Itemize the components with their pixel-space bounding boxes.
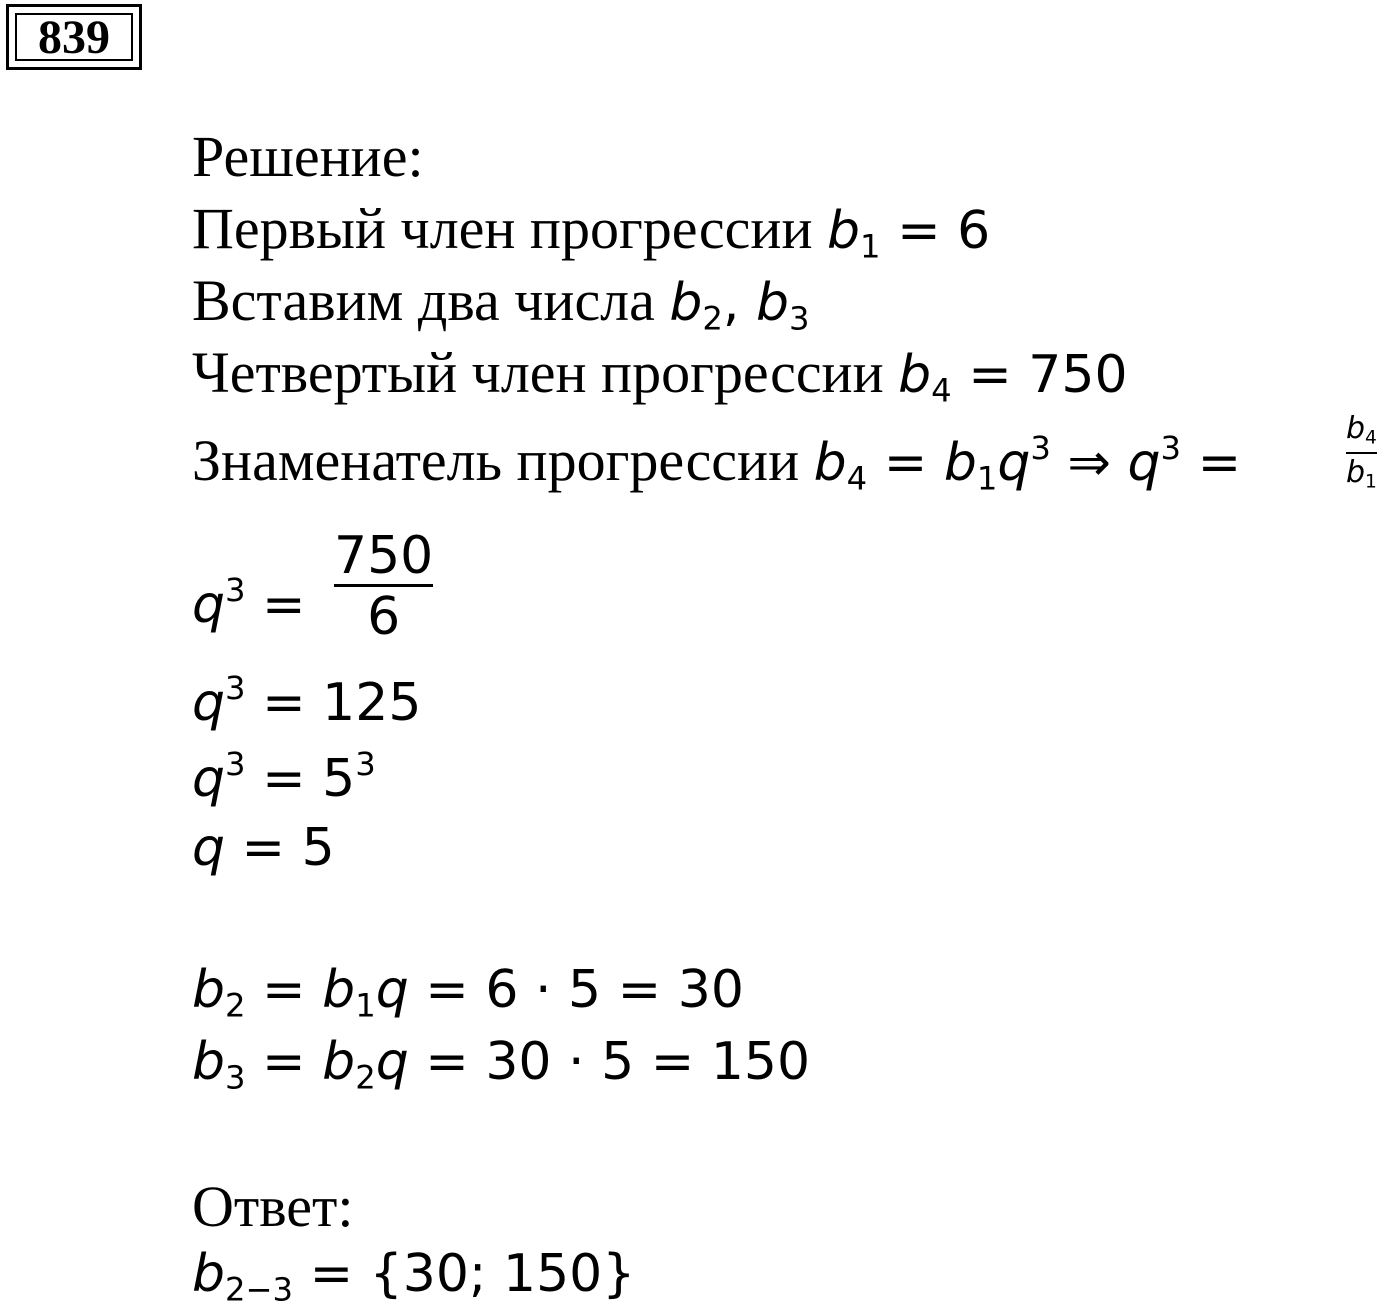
solution-label: Решение: <box>192 124 424 189</box>
fraction-denominator: 6 <box>367 587 401 647</box>
answer-line: $b_{2-3} = \{30$; 150} <box>192 1244 636 1309</box>
b3-line: $b_3 = b_2q = 30 \cdot 5 = 150$ <box>192 1032 811 1097</box>
first-term-line <box>192 196 991 266</box>
answer-label: Ответ: <box>192 1174 354 1239</box>
ratio-line <box>192 428 1242 498</box>
b2-line: $b_2 = b_1q = 6 \cdot 5 = 30$ <box>192 960 744 1025</box>
q-value: = 5 <box>241 818 335 878</box>
insert-formula: $b_2$, $b_3$ <box>669 273 810 338</box>
q-cubed-125-value: = 125 <box>262 672 422 733</box>
fraction-numerator: 750 <box>334 526 434 586</box>
q-cubed-125-line: $q^3 = 125$ <box>192 669 422 733</box>
problem-number-box <box>6 4 142 70</box>
q-cubed-fraction-line: $q^3$ = <box>192 571 306 635</box>
q-cubed-5-line: $q^3 = 5^3$ <box>192 745 376 809</box>
ratio-text: Знаменатель прогрессии <box>192 428 800 493</box>
first-term-value: = 6 <box>897 201 991 261</box>
fourth-term-line <box>192 340 1128 410</box>
insert-line <box>192 268 810 338</box>
fourth-term-text: Четвертый член прогрессии <box>192 340 884 405</box>
b2-calc: = 6 · 5 = 30 <box>425 960 744 1020</box>
first-term-text: Первый член прогрессии <box>192 196 813 261</box>
ratio-formula: $b_4 = b_1q^3$ ⇒ $q^3$ = <box>813 429 1242 498</box>
answer-value: = {30; 150} <box>309 1244 636 1304</box>
q-cubed-5-value: = 5 <box>262 748 356 809</box>
ratio-fraction: $b_4$ $b_1$ <box>1346 411 1377 493</box>
fourth-term-formula: $b_4 = 750$ <box>898 345 1128 410</box>
b3-calc: = 30 · 5 = 150 <box>425 1032 811 1092</box>
insert-text: Вставим два числа <box>192 268 655 333</box>
fourth-term-value: = 750 <box>968 345 1128 405</box>
q-value-line: q = 5 <box>192 818 335 878</box>
problem-number: 839 <box>15 13 133 61</box>
q-cubed-fraction <box>334 526 434 647</box>
first-term-formula: $b_1 = 6$ <box>827 201 991 266</box>
